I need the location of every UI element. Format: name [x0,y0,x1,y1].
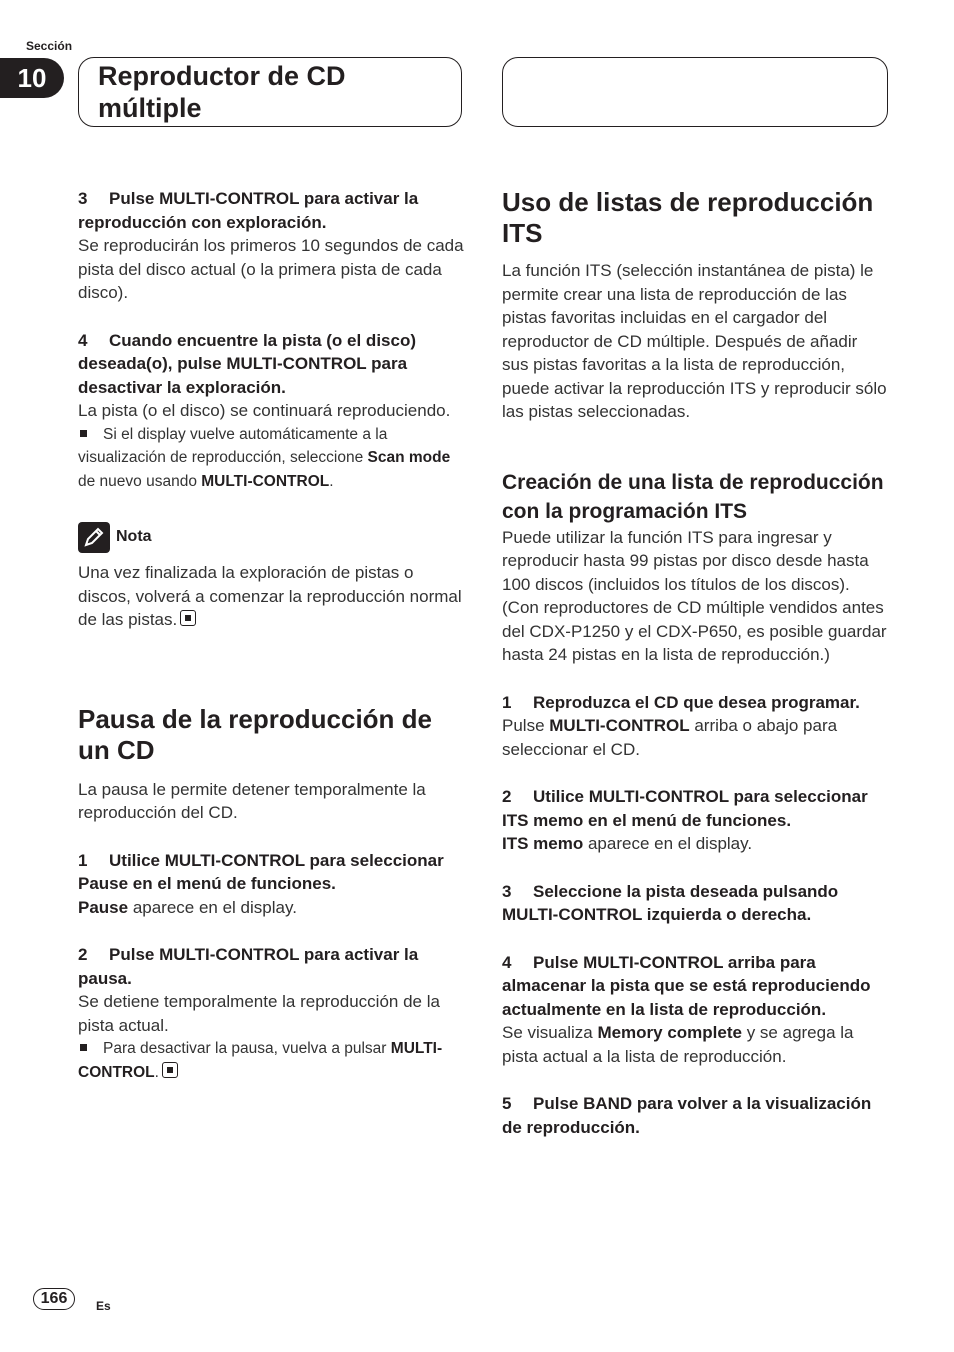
its-step-2-title: 2 Utilice MULTI-CONTROL para seleccionar ITS memo en el menú de funciones. [502,787,868,830]
pause-step-2-body: Se detiene temporalmente la reproducción de la pista actual. [78,992,440,1035]
step-3-title: 3 Pulse MULTI-CONTROL para activar la reproducción con exploración. [78,189,419,232]
its-step-3-title: 3 Seleccione la pista deseada pulsando MULTI-CONTROL izquierda o derecha. [502,881,839,924]
end-of-section-icon [162,1062,178,1078]
its-step-1-title: 1 Reproduzca el CD que desea programar. [502,692,860,712]
left-column [78,187,464,1084]
its-heading: Uso de listas de reproducción ITS [502,187,874,248]
page-number: 166 [33,1288,75,1310]
its-step-1-body: Pulse MULTI-CONTROL arriba o abajo para seleccionar el CD. [502,716,838,759]
empty-header-frame [502,57,888,127]
bullet-square-icon [80,1044,87,1051]
pause-step-1-title: 1 Utilice MULTI-CONTROL para seleccionar Pause en el menú de funciones. [78,850,444,893]
create-heading: Creación de una lista de reproducción con la programación ITS [502,470,884,523]
pause-step-1-body: Pause aparece en el display. [78,897,297,917]
section-number-badge: 10 [0,58,64,98]
pause-intro: La pausa le permite detener temporalmente la reproducción del CD. [78,779,426,822]
step-3-body: Se reproducirán los primeros 10 segundos de cada pista del disco actual (o la primera pista de cada disco). [78,236,464,302]
its-step-4-body: Se visualiza Memory complete y se agrega la pista actual a la lista de reproducción. [502,1023,854,1066]
bullet-square-icon [80,430,87,437]
section-title: Reproductor de CD múltiple [98,61,346,123]
note-body: Una vez finalizada la exploración de pistas o discos, volverá a comenzar la reproducción normal de las pistas. [78,563,462,629]
step-4-body: La pista (o el disco) se continuará reproduciendo. [78,401,451,420]
note-label: Nota [116,528,152,545]
note-header [78,521,464,553]
create-intro: Puede utilizar la función ITS para ingresar y reproducir hasta 99 pistas por disco desde hasta 100 discos (incluidos los títulos de los discos). (Con reproductores de CD múltiple vendidos antes del CDX-P1250 y el CDX-P650, es posible guardar hasta 24 pistas en la lista de reproducción.) [502,527,887,664]
its-step-4-title: 4 Pulse MULTI-CONTROL arriba para almacenar la pista que se está reproduciendo actualmente en la lista de reproducción. [502,952,871,1019]
section-label: Sección [26,39,73,53]
pause-heading: Pausa de la reproducción de un CD [78,703,432,765]
scan-mode-bullet: Si el display vuelve automáticamente a la visualización de reproducción, seleccione Scan mode de nuevo usando MULTI-CONTROL. [78,425,451,490]
pause-step-2-title: 2 Pulse MULTI-CONTROL para activar la pausa. [78,945,419,988]
right-column [502,187,888,1139]
pause-bullet: Para desactivar la pausa, vuelva a pulsar MULTI-CONTROL. [78,1040,443,1081]
its-intro: La función ITS (selección instantánea de pista) le permite crear una lista de reproducción de las pistas favoritas incluidas en el cargador del reproductor de CD múltiple. Después de añadir sus pistas favoritas a la lista de reproducción, puede activar la reproducción ITS y reproducir sólo las pistas seleccionadas. [502,261,887,421]
step-4-title: 4 Cuando encuentre la pista (o el disco) deseada(o), pulse MULTI-CONTROL para desactivar la exploración. [78,330,416,397]
its-step-2-body: ITS memo aparece en el display. [502,834,753,853]
language-code: Es [96,1299,111,1313]
its-step-5-title: 5 Pulse BAND para volver a la visualización de reproducción. [502,1094,872,1137]
end-of-section-icon [180,610,196,626]
note-pencil-icon [78,522,110,553]
